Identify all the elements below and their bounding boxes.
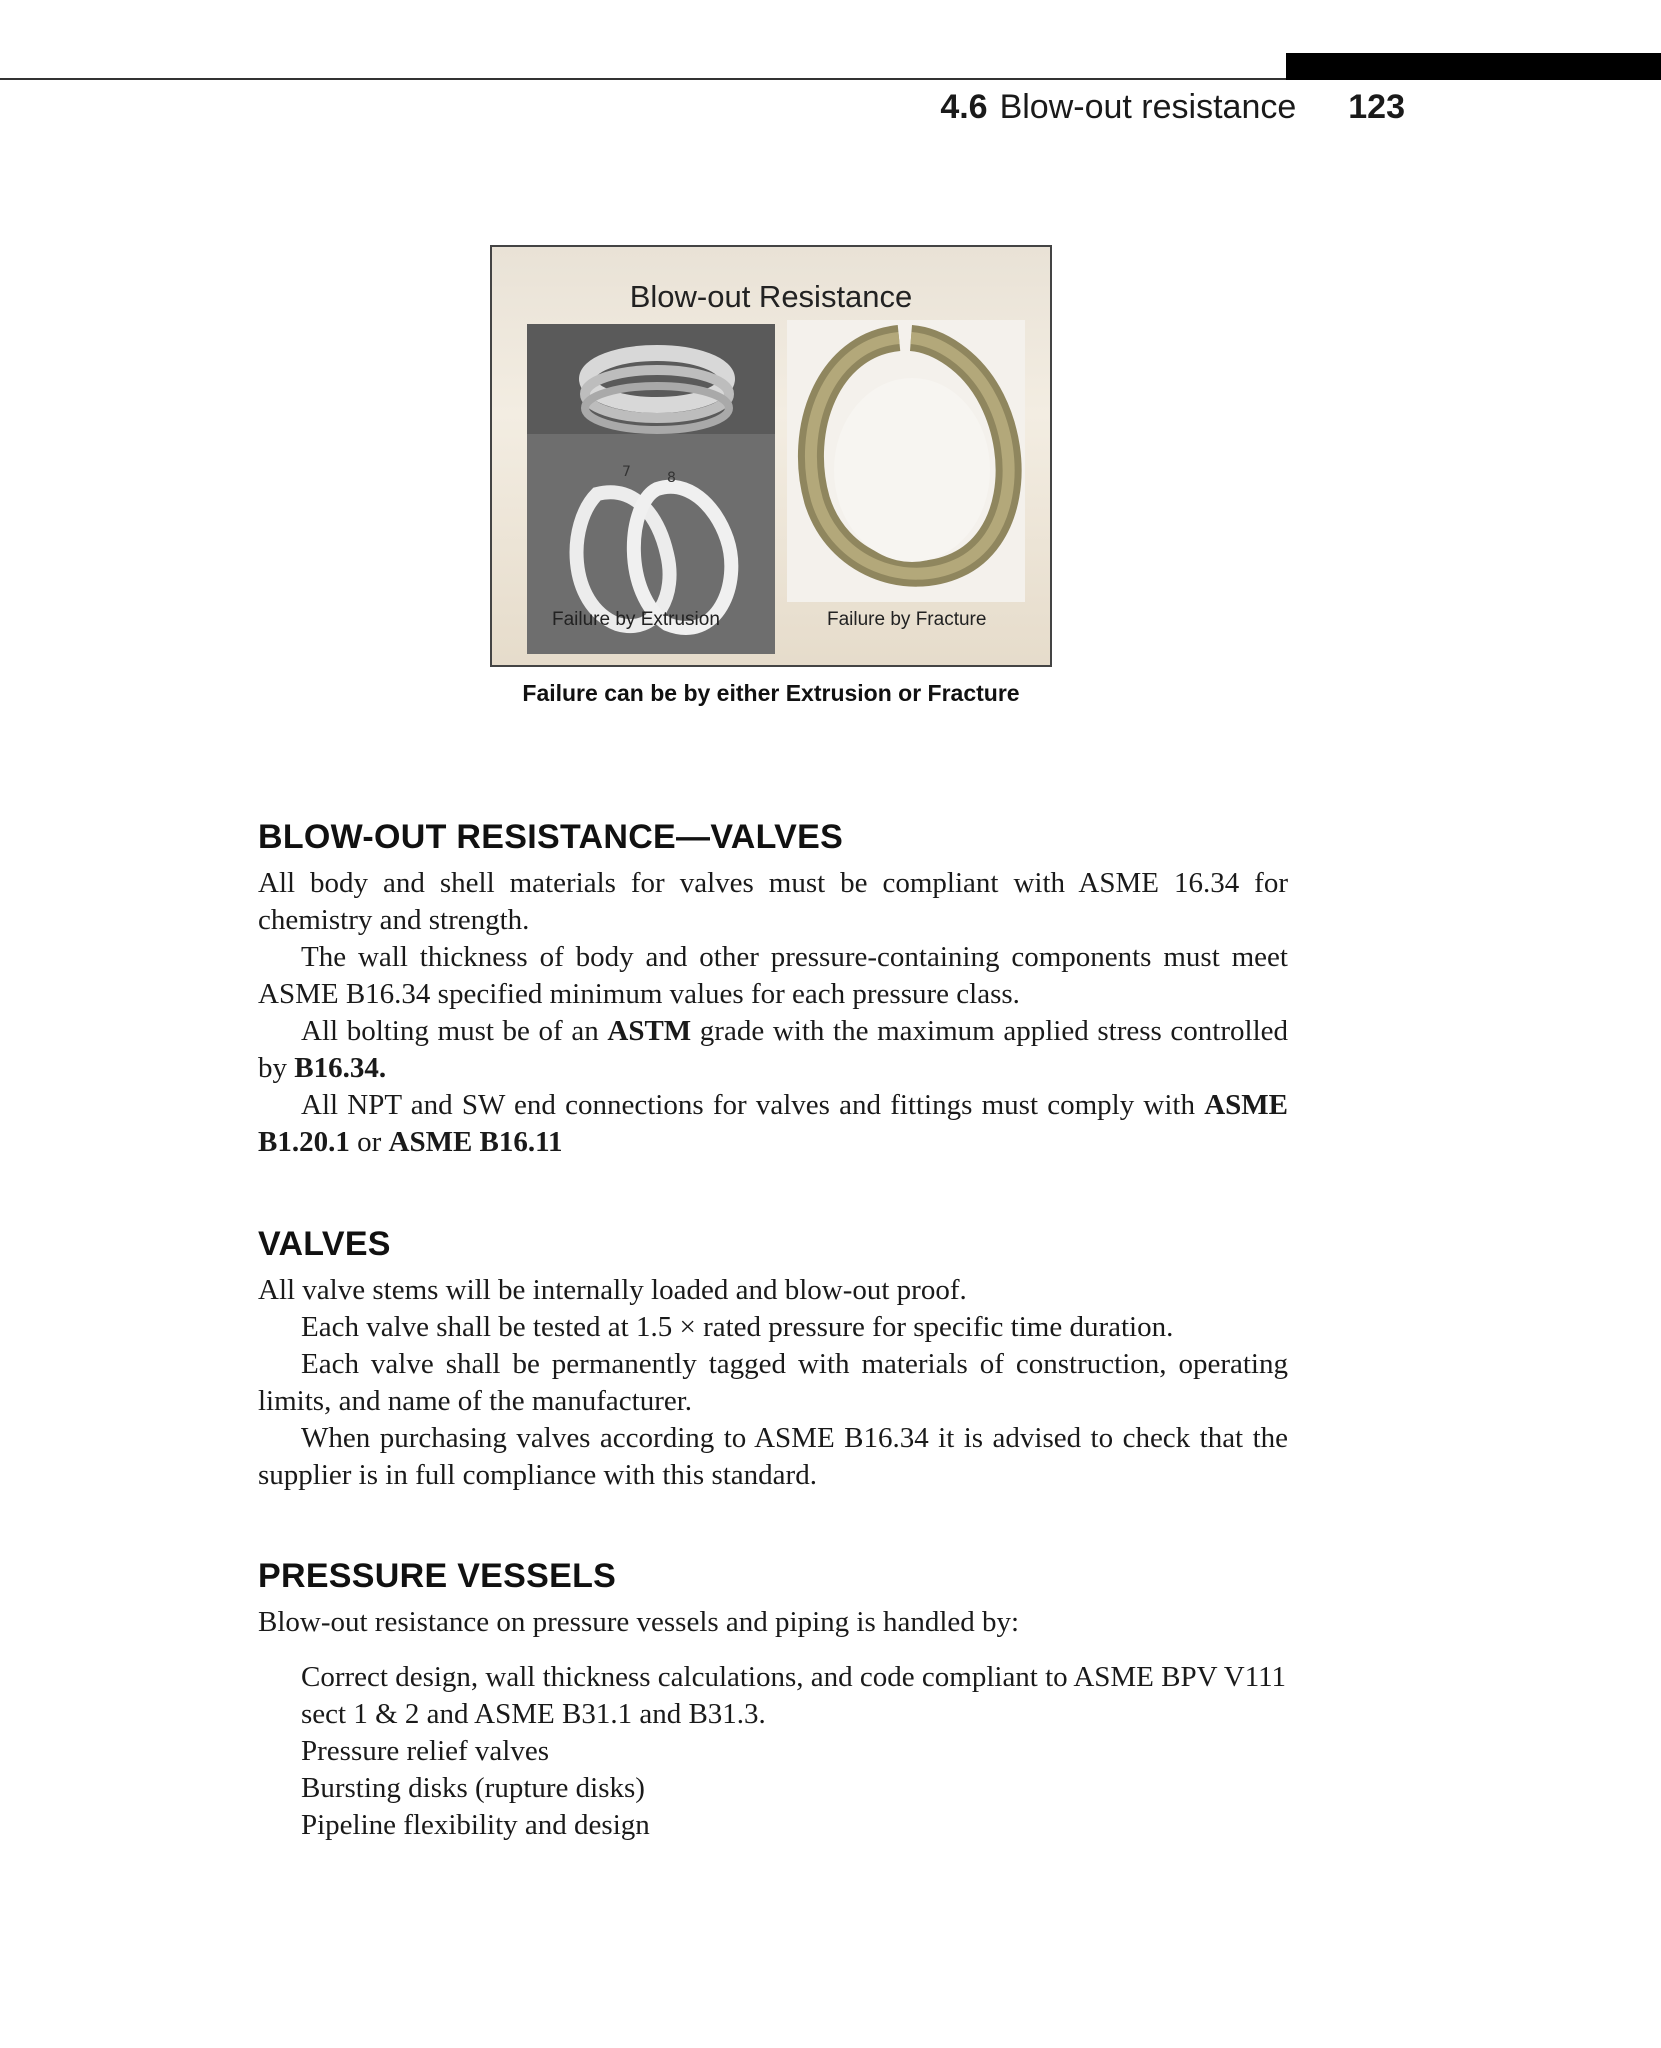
paragraph: The wall thickness of body and other pressure-containing components must meet ASME B16.34 specified minimum values for each pressure class.	[258, 941, 1288, 1010]
header-black-bar	[1286, 53, 1661, 80]
paragraph: All body and shell materials for valves must be compliant with ASME 16.34 for chemistry and strength.	[258, 867, 1288, 936]
paragraph: All valve stems will be internally loaded and blow-out proof.	[258, 1274, 967, 1306]
section-pressure-vessels	[258, 1556, 1288, 1844]
paragraph: Each valve shall be tested at 1.5 × rated pressure for specific time duration.	[301, 1311, 1174, 1343]
svg-text:7: 7	[622, 464, 631, 480]
paragraph: All NPT and SW end connections for valves and fittings must comply with ASME B1.20.1 or ASME B16.11	[258, 1089, 1288, 1158]
extrusion-photo	[527, 324, 775, 654]
figure-caption: Failure can be by either Extrusion or Fracture	[522, 680, 1020, 706]
blow-out-figure	[490, 245, 1052, 667]
section-heading: BLOW-OUT RESISTANCE—VALVES	[258, 818, 844, 856]
paragraph: When purchasing valves according to ASME B16.34 it is advised to check that the supplier is in full compliance with this standard.	[258, 1422, 1288, 1491]
list-item: Bursting disks (rupture disks)	[301, 1772, 645, 1804]
list-item: Correct design, wall thickness calculations, and code compliant to ASME BPV V111 sect 1 & 2 and ASME B31.1 and B31.3.	[301, 1661, 1287, 1730]
running-head	[940, 88, 1405, 127]
section-title: Blow-out resistance	[999, 88, 1297, 126]
fracture-label: Failure by Fracture	[827, 609, 987, 630]
section-heading: PRESSURE VESSELS	[258, 1557, 617, 1595]
fracture-photo	[787, 320, 1025, 602]
paragraph: Blow-out resistance on pressure vessels and piping is handled by:	[258, 1606, 1020, 1638]
page-number: 123	[1348, 88, 1405, 126]
section-valves	[258, 1224, 1288, 1494]
pressure-vessel-list	[258, 1659, 1288, 1844]
figure-title: Blow-out Resistance	[629, 279, 913, 314]
list-item: Pipeline flexibility and design	[301, 1809, 650, 1841]
list-item: Pressure relief valves	[301, 1735, 550, 1767]
paragraph: All bolting must be of an ASTM grade with the maximum applied stress controlled by B16.34.	[258, 1015, 1289, 1084]
section-number: 4.6	[940, 88, 988, 126]
extrusion-label: Failure by Extrusion	[552, 609, 720, 630]
section-heading: VALVES	[258, 1225, 391, 1263]
svg-text:8: 8	[667, 470, 676, 486]
section-blowout-valves	[258, 817, 1288, 1161]
paragraph: Each valve shall be permanently tagged with materials of construction, operating limits, and name of the manufacturer.	[258, 1348, 1288, 1417]
